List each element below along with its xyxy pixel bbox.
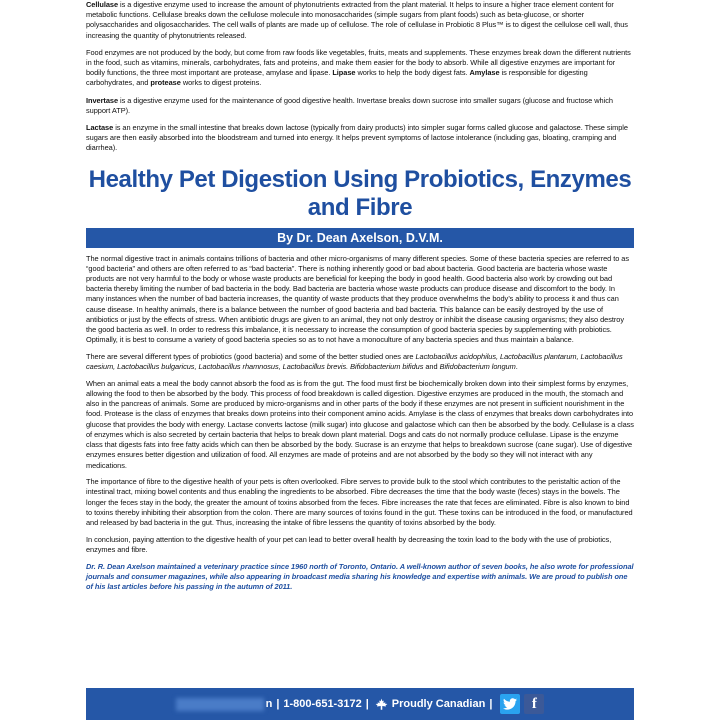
- food-enzymes-text: Food enzymes are not produced by the body, but come from raw foods like vegetables, fruits, meats and supplements. These enzymes break down the different nutrients in the food, such as vitamins, minerals, carbohydrates, fats and proteins, and make them easier for the body to absorb. While all digestive enzymes are important for bodily functions, the three most important are protease, amylase and lipase.: [86, 47, 631, 78]
- blurred-website: [176, 698, 264, 711]
- term-amylase: Amylase: [469, 68, 500, 78]
- proudly-canadian: Proudly Canadian: [391, 698, 486, 710]
- lactase-text: is an enzyme in the small intestine that breaks down lactose (typically from dairy products) into simpler sugar forms called glucose and galactose. These simple sugars are then easily absorbed into the bloodstream and turned into energy. It helps prevent symptoms of lactose intolerance (including gas, bloating, cramping and diarrhea).: [86, 123, 628, 153]
- website-tail: n: [265, 698, 273, 710]
- divider: |: [276, 698, 280, 710]
- article-paragraph-4: The importance of fibre to the digestive health of your pets is often overlooked. Fibre serves to provide bulk to the stool which contributes to the peristaltic action of the intestinal tract, mixing bowel contents and thus enabling the ingredients to be absorbed. Fibre decreases the time that the body waste (feces) stays in the bowels. The longer the feces stay in the body, the greater the amount of toxins absorbed from the feces. Fibre increases the rate that feces are eliminated. Fibre is also known to bind to toxins thereby inhibiting their absorption from the colon. There are many sources of toxins found in the gut. These toxins can be introduced in the food, or manufactured and released by bad bacteria in the gut. Thus, increasing the intake of fibre lessens the quantity of toxins absorbed by the body.: [86, 477, 633, 528]
- footer-bar: [86, 688, 634, 720]
- lactase-paragraph: [86, 123, 634, 154]
- article-headline: Healthy Pet Digestion Using Probiotics, Enzymes and Fibre: [88, 165, 632, 221]
- sentence-end: .: [515, 362, 518, 372]
- divider: |: [365, 698, 369, 710]
- author-bio: Dr. R. Dean Axelson maintained a veterinary practice since 1960 north of Toronto, Ontario. A well-known author of seven books, he also wrote for professional journals and consumer magazines, while also appearing in broadcast media sharing his knowledge and expertise with animals. We are proud to publish one of his last articles before his passing in the autumn of 2011.: [86, 561, 634, 592]
- article-paragraph-1: The normal digestive tract in animals contains trillions of bacteria and other micro-organisms of many different species. Some of these bacteria species are referred to as “good bacteria” and others are often referred to as “bad bacteria”. There is nothing inherently good or bad about bacteria. Good bacteria are bacteria whose waste products are not very harmful to the body or whose waste products are beneficial for keeping the body in good health. Good bacteria also work by crowding out bad bacteria thereby limiting the number of bad bacteria in the body. Bad bacteria are bacteria whose waste products can produce disease and discomfort to the body. In many instances when the number of bad bacteria increases, the quantity of waste products that they produce overwhelms the body’s ability to process it and thus can cause disease. In healthy animals, there is a balance between the number of good bacteria and bad bacteria. This balance can be easily destroyed by the use of antibiotics or just by the effects of stress. When antibiotic drugs are given to an animal, they not only destroy or inhibit the disease causing organisms; they also destroy the good bacteria as well. In order to redress this imbalance, it is necessary to increase the consumption of good bacteria species by supplementing with probiotics. Optimally, it is best to consume a variety of good bacteria species so as to not have a monoculture of any bacteria species and thus maintain a balance.: [86, 253, 629, 345]
- article-paragraph-5: In conclusion, paying attention to the digestive health of your pet can lead to better overall health by decreasing the toxin load to the body with the use of probiotics, enzymes and fibre.: [86, 534, 612, 554]
- byline-bar: By Dr. Dean Axelson, D.V.M.: [86, 228, 634, 248]
- probiotic-species-list: Lactobacillus acidophilus, Lactobacillus plantarum, Lactobacillus caesium, Lactobacillus bulgaricus, Lactobacillus rhamnosus, Lactobacillus brevis. Bifidobacterium bifidus: [86, 351, 623, 372]
- twitter-icon[interactable]: [500, 694, 520, 714]
- food-enzymes-paragraph: [86, 48, 634, 89]
- divider: |: [489, 698, 493, 710]
- cellulase-paragraph: [86, 0, 634, 41]
- document-page: [86, 0, 634, 599]
- invertase-text: is a digestive enzyme used for the maintenance of good digestive health. Invertase breaks down sucrose into smaller sugars (glucose and fructose which support ATP).: [86, 95, 613, 115]
- term-lactase: Lactase: [86, 123, 114, 133]
- enzyme-descriptions: [86, 0, 634, 154]
- phone-number[interactable]: 1-800-651-3172: [283, 698, 362, 710]
- term-protease: protease: [150, 78, 181, 88]
- term-lipase: Lipase: [332, 68, 356, 78]
- lipase-text: works to help the body digest fats.: [355, 68, 470, 78]
- maple-leaf-icon: [375, 698, 388, 711]
- term-cellulase: Cellulase: [86, 0, 119, 9]
- probiotics-lead: There are several different types of probiotics (good bacteria) and some of the better studied ones are: [86, 351, 416, 361]
- probiotic-species-last: Bifidobacterium longum: [439, 362, 516, 372]
- cellulase-text: is a digestive enzyme used to increase the amount of phytonutrients extracted from the plant material. It helps to insure a higher trace element content for metabolic functions. Cellulase breaks down the cellulose molecule into monosaccharides (simple sugars from plant foods) such as beta-glucose, or shorter polysaccharides and oligosaccharides. The cell walls of plants are made up of cellulose. The role of cellulase in Probiotic 8 Plus™ is to digest the cellulose cell wall, thus increasing the quantity of phytonutrients released.: [86, 0, 628, 40]
- protease-text: works to digest proteins.: [180, 78, 262, 88]
- article-body: [86, 254, 634, 593]
- invertase-paragraph: [86, 96, 634, 116]
- amylase-text: is responsible for digesting carbohydrates, and: [86, 68, 588, 88]
- article-paragraph-2: [86, 352, 634, 372]
- term-invertase: Invertase: [86, 95, 119, 105]
- facebook-icon[interactable]: f: [524, 694, 544, 714]
- conjunction: and: [423, 362, 440, 372]
- article-paragraph-3: When an animal eats a meal the body cannot absorb the food as is from the gut. The food must first be biochemically broken down into their simplest forms by enzymes, allowing the food to then be absorbed by the body. This process of food breakdown is called digestion. Digestive enzymes are produced in the mouth, the stomach and also in the pancreas of animals. Some are produced by micro-organisms and in other parts of the body if these enzymes are not present in sufficient nourishment in the food. Protease is the class of enzymes that breaks down proteins into their component amino acids. Amylase is the class of enzymes that breaks down carbohydrates into glucose that provides the body with energy. Lactase converts lactose (milk sugar) into glucose and galactose which can then be absorbed by the body. Cellulase is a class of enzymes which is also secreted by certain bacteria that helps to break down plant material. Dogs and cats do not normally produce cellulase. Lipase is the enzyme class that digests fats into free fatty acids which can then be absorbed by the body. Sucrase is an enzyme that helps to breakdown sucrose (cane sugar). Use of digestive enzymes ensures better digestion and utilization of food. All enzymes are made of proteins and are not absorbed by the body so they will not interact with any medications.: [86, 378, 634, 470]
